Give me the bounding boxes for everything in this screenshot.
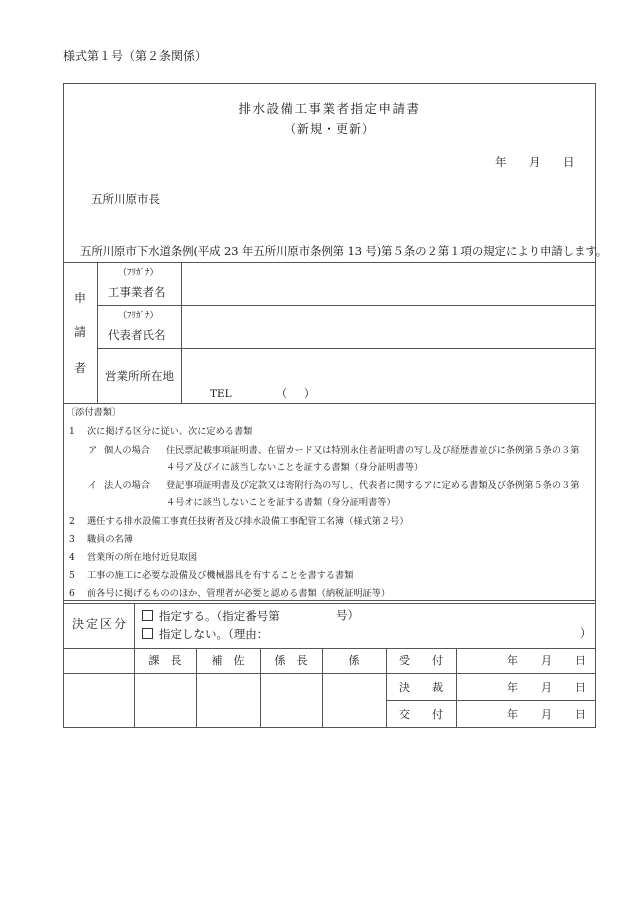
attachment-item: 選任する排水設備工事責任技術者及び排水設備工事配管工名簿（様式第２号）	[87, 516, 409, 527]
decided-label: 決 裁	[399, 681, 443, 694]
decision-option-not-designate	[142, 628, 268, 641]
applicant-side-label: 者	[73, 361, 86, 375]
attachment-number: イ	[88, 480, 98, 491]
attachment-item: 職員の名簿	[87, 534, 133, 545]
approval-header-staff: 係	[348, 654, 360, 667]
attachment-item: 次に掲げる区分に従い、次に定める書類	[87, 426, 253, 437]
date-year-label: 年	[495, 155, 507, 169]
attachment-number: 3	[69, 534, 75, 545]
reason-close-paren: ）	[580, 626, 592, 640]
attachment-item: ４号オに該当しないことを証する書類（身分証明書等）	[166, 497, 396, 508]
attachment-item: 住民票記載事項証明書、在留カード又は特別永住者証明書の写し及び経歴書並びに条例第５条の３第	[166, 445, 580, 456]
issued-day: 日	[575, 708, 586, 721]
attachment-number: 1	[69, 426, 75, 437]
tel-paren-close: ）	[304, 387, 315, 400]
received-label: 受 付	[399, 654, 443, 667]
divider-line	[97, 262, 98, 403]
decision-option-designate	[142, 610, 280, 623]
decided-month: 月	[541, 681, 552, 694]
company-name-field[interactable]	[183, 264, 593, 303]
approval-header-subsection-chief: 係 長	[274, 654, 308, 667]
staff-seal-box[interactable]	[324, 675, 384, 726]
assistant-seal-box[interactable]	[198, 675, 258, 726]
application-statement: 五所川原市下水道条例(平成 23 年五所川原市条例第 13 号)第５条の２第１項の規定により申請します。	[80, 244, 608, 258]
form-subtitle: （新規・更新）	[283, 122, 375, 136]
divider-line	[456, 648, 457, 728]
divider-line	[63, 600, 596, 601]
furigana-label: （ﾌﾘｶﾞﾅ）	[118, 311, 159, 321]
divider-line	[63, 648, 596, 649]
decided-year: 年	[507, 681, 518, 694]
attachment-number: ア	[88, 445, 98, 456]
attachment-item: 工事の施工に必要な設備及び機械器具を有することを書する書類	[87, 570, 354, 581]
tel-paren-open: （	[276, 387, 287, 400]
designation-number-field[interactable]	[285, 607, 333, 622]
representative-name-label: 代表者氏名	[108, 328, 166, 342]
attachment-subhead: 法人の場合	[104, 480, 150, 491]
issued-month: 月	[541, 708, 552, 721]
attachment-subhead: 個人の場合	[104, 445, 150, 456]
divider-line	[181, 262, 182, 403]
issued-label: 交 付	[399, 708, 443, 721]
addressee: 五所川原市長	[91, 192, 160, 206]
tel-field[interactable]	[292, 385, 304, 400]
attachment-number: 2	[69, 516, 75, 527]
issued-year: 年	[507, 708, 518, 721]
attachment-number: 4	[69, 552, 75, 563]
designate-checkbox[interactable]	[142, 610, 153, 621]
divider-line	[97, 348, 596, 349]
applicant-side-label: 請	[73, 325, 86, 339]
divider-line	[134, 603, 135, 648]
section-chief-seal-box[interactable]	[136, 675, 194, 726]
divider-line	[386, 648, 387, 728]
decision-label: 決定区分	[72, 617, 129, 631]
divider-line	[63, 403, 596, 404]
attachment-item: 登記事項証明書及び定款又は寄附行為の写し、代表者に関するアに定める書類及び条例第５条の３第	[166, 480, 580, 491]
subsection-chief-seal-box[interactable]	[262, 675, 320, 726]
received-month: 月	[541, 654, 552, 667]
reason-field[interactable]	[268, 625, 578, 640]
office-address-label: 営業所所在地	[105, 369, 174, 383]
decided-day: 日	[575, 681, 586, 694]
approval-header-assistant: 補 佐	[211, 654, 245, 667]
attachment-item: ４号ア及びイに該当しないことを証する書類（身分証明書等）	[166, 462, 424, 473]
form-title: 排水設備工事業者指定申請書	[238, 101, 421, 116]
received-year: 年	[507, 654, 518, 667]
approval-header-section-chief: 課 長	[148, 654, 182, 667]
not-designate-label: 指定しない。（理由：	[159, 627, 269, 641]
designate-label: 指定する。（指定番号第	[159, 609, 280, 623]
form-number-label: 様式第１号（第２条関係）	[63, 49, 208, 63]
designation-number-suffix: 号）	[336, 608, 359, 622]
company-name-label: 工事業者名	[108, 285, 166, 299]
attachments-heading: 〔添付書類〕	[66, 407, 122, 418]
received-day: 日	[575, 654, 586, 667]
divider-line	[97, 305, 596, 306]
date-day-label: 日	[563, 155, 575, 169]
attachment-item: 前各号に掲げるもののほか、管理者が必要と認める書類（納税証明証等）	[87, 588, 391, 599]
tel-label: TEL	[210, 388, 232, 400]
furigana-label: （ﾌﾘｶﾞﾅ）	[118, 268, 159, 278]
date-month-label: 月	[529, 155, 541, 169]
attachment-item: 営業所の所在地付近見取図	[87, 552, 198, 563]
divider-line	[386, 700, 596, 701]
applicant-side-label: 申	[73, 291, 86, 305]
representative-name-field[interactable]	[183, 307, 593, 346]
attachment-number: 6	[69, 588, 75, 599]
divider-line	[63, 673, 596, 674]
attachment-number: 5	[69, 570, 75, 581]
not-designate-checkbox[interactable]	[142, 628, 153, 639]
divider-line	[63, 603, 596, 604]
office-address-field[interactable]	[183, 350, 593, 380]
divider-line	[63, 262, 596, 263]
